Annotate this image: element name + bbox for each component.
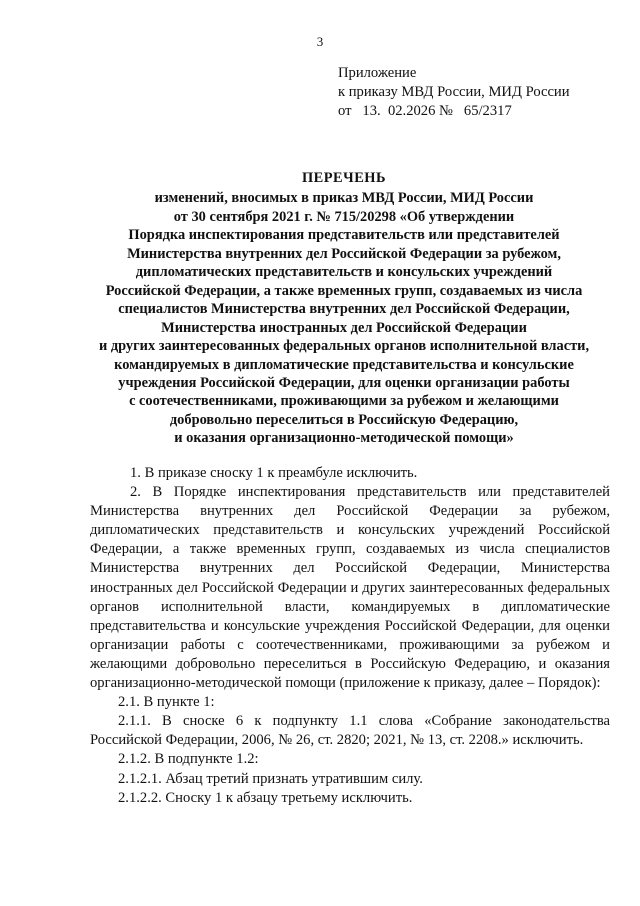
title-line: Министерства внутренних дел Российской Федерации за рубежом, bbox=[127, 245, 561, 262]
title-line: изменений, вносимых в приказ МВД России, МИД России bbox=[154, 190, 534, 207]
title-heading: ПЕРЕЧЕНЬ bbox=[301, 170, 387, 186]
paragraph-item-2-1-1: 2.1.1. В сноске 6 к подпункту 1.1 слова «Собрание законодательства Российской Федерации, 2006, № 26, ст. 2820; 2021, № 13, ст. 2208.» исключить. bbox=[90, 713, 610, 749]
document-title bbox=[78, 169, 610, 448]
paragraph-item-2: 2. В Порядке инспектирования представительств или представителей Министерства внутренних дел Российской Федерации за рубежом, дипломатических представительств и консульских учреждений Российской Федерации, а также временных групп, создаваемых из числа специалистов Министерства внутренних дел Российской Федерации, Министерства иностранных дел Российской Федерации и других заинтересованных федеральных органов исполнительной власти, командируемых в дипломатические представительства и консульские учреждения Российской Федерации, для оценки организации работы с соотечественниками, проживающими за рубежом и желающими добровольно переселиться в Российскую Федерацию, и оказания организационно-методической помощи (приложение к приказу, далее – Порядок): bbox=[90, 484, 610, 692]
page-number: 3 bbox=[316, 34, 324, 49]
document-body bbox=[90, 464, 610, 808]
title-line: с соотечественниками, проживающими за рубежом и желающими bbox=[129, 393, 559, 410]
title-line: командируемых в дипломатические представительства и консульские bbox=[114, 356, 574, 373]
paragraph-item-2-1-2-2: 2.1.2.2. Сноску 1 к абзацу третьему исключить. bbox=[118, 789, 413, 806]
title-line: и оказания организационно-методической помощи» bbox=[174, 430, 514, 447]
annex-block bbox=[338, 64, 570, 121]
title-line: Министерства иностранных дел Российской Федерации bbox=[161, 319, 527, 336]
title-line: добровольно переселиться в Российскую Федерацию, bbox=[169, 411, 519, 428]
paragraph-item-2-1-2: 2.1.2. В подпункте 1.2: bbox=[118, 751, 259, 768]
annex-label: Приложение bbox=[338, 65, 417, 81]
title-line: специалистов Министерства внутренних дел Российской Федерации, bbox=[118, 301, 570, 318]
title-line: дипломатических представительств и консульских учреждений bbox=[135, 264, 553, 281]
paragraph-item-2-1-2-1: 2.1.2.1. Абзац третий признать утратившим силу. bbox=[118, 770, 423, 787]
title-line: от 30 сентября 2021 г. № 715/20298 «Об утверждении bbox=[173, 208, 515, 225]
annex-order-date-number: от 13. 02.2026 № 65/2317 bbox=[338, 103, 512, 119]
title-line: Порядка инспектирования представительств или представителей bbox=[128, 227, 560, 244]
paragraph-item-1: 1. В приказе сноску 1 к преамбуле исключить. bbox=[130, 465, 418, 481]
paragraph-item-2-1: 2.1. В пункте 1: bbox=[118, 694, 215, 711]
title-line: Российской Федерации, а также временных групп, создаваемых из числа bbox=[105, 282, 583, 299]
title-line: учреждения Российской Федерации, для оценки организации работы bbox=[118, 374, 570, 391]
title-line: и других заинтересованных федеральных органов исполнительной власти, bbox=[98, 338, 590, 355]
annex-order-reference: к приказу МВД России, МИД России bbox=[338, 84, 570, 100]
